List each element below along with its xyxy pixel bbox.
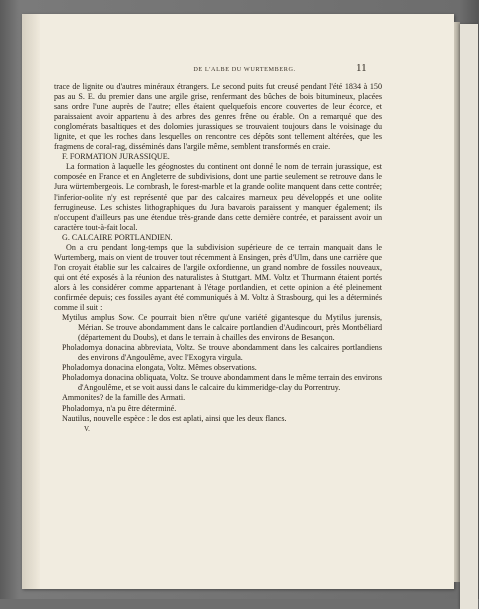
paragraph-lignite: trace de lignite ou d'autres minéraux étrangers. Le second puits fut creusé pendant l'été 1834 à 150 pas au S. E. du premier dans une argile grise, renfermant des bûches de bois bitumineux, placées sans ordre l'une auprès de l'autre; elles étaient quelquefois encore couvertes de leur écorce, et paraissaient avoir appartenu à des arbres des genres frêne ou érable. On a remarqué que des conglomérats basaltiques et des dolomies jurassiques se trouvaient toujours dans le voisinage du lignite, et que les roches dans lesquelles on rencontre ces dépôts sont tellement altérées, que les fragmens de coral-rag, disséminés dans l'argile même, semblent transformés en craie. — [54, 82, 382, 152]
fossil-entry: Pholadomya, n'a pu être déterminé. — [62, 403, 177, 413]
paragraph-calcaire-portlandien: On a cru pendant long-temps que la subdivision supérieure de ce terrain manquait dans le Wurtemberg, mais on vient de trouver tout récemment à Ensingen, près d'Ulm, dans une carrière que l'on croyait établie sur les calcaires de l'argile oxfordienne, un grand nombre de fossiles nouveaux, qui ont été exposés à la réunion des naturalistes à Stuttgart. MM. Voltz et Thurmann étaient portés alors à les considérer comme appartenant à l'étage portlandien, et cette opinion a été pleinement confirmée depuis; ces fossiles ayant été communiqués à M. Voltz à Strasbourg, qui les a déterminés comme il suit : — [54, 242, 382, 313]
fossil-entry: Pholadomya donacina elongata, Voltz. Mêmes observations. — [62, 363, 257, 373]
section-heading-formation-jurassique: F. FORMATION JURASSIQUE. — [62, 152, 170, 162]
page-gutter — [22, 14, 40, 589]
signature-mark: V. — [84, 424, 90, 433]
fossil-entry: Pholadomya donacina obliquata, Voltz. Se trouve abondamment dans le même terrain des environs d'Angoulême, et se voit aussi dans le calcaire du kimmeridge-clay du Porrentruy. — [62, 373, 382, 393]
fossil-entry: Mytilus amplus Sow. Ce pourrait bien n'être qu'une variété gigantesque du Mytilus jurensis, Mérian. Se trouve abondamment dans le calcaire portlandien d'Audincourt, près Montbéliard (département du Doubs), et dans le terrain à chailles des environs de Besançon. — [62, 313, 382, 343]
running-title: DE L'ALBE DU WURTEMBERG. — [193, 66, 296, 73]
fossil-entry: Pholadomya donacina abbreviata, Voltz. Se trouve abondamment dans les calcaires portlandiens des environs d'Angoulême, avec l'Exogyra virgula. — [62, 343, 382, 363]
section-heading-calcaire-portlandien: G. CALCAIRE PORTLANDIEN. — [62, 232, 173, 242]
fossil-entry: Ammonites? de la famille des Armati. — [62, 393, 186, 403]
fossil-entry: Nautilus, nouvelle espèce : le dos est aplati, ainsi que les deux flancs. — [62, 413, 287, 423]
adjacent-page-strip — [460, 24, 478, 609]
page-number: 11 — [356, 62, 367, 74]
page-body — [54, 82, 382, 434]
paragraph-formation-jurassique: La formation à laquelle les géognostes du continent ont donné le nom de terrain jurassique, est composée en France et en Angleterre de subdivisions, dont une partie seulement se retrouve dans le Jura würtembergeois. Le cornbrash, le forest-marble et la grande oolite manquent dans cette contrée; l'inferior-oolite n'y est représenté que par des calcaires marneux peu développés et une oolite ferrugineuse. Les schistes lithographiques du Jura bavarois paraissent y manquer également; ils n'occupent d'ailleurs pas une étendue très-grande dans cette dernière contrée, et paraissent avoir un caractère tout-à-fait local. — [54, 162, 382, 232]
